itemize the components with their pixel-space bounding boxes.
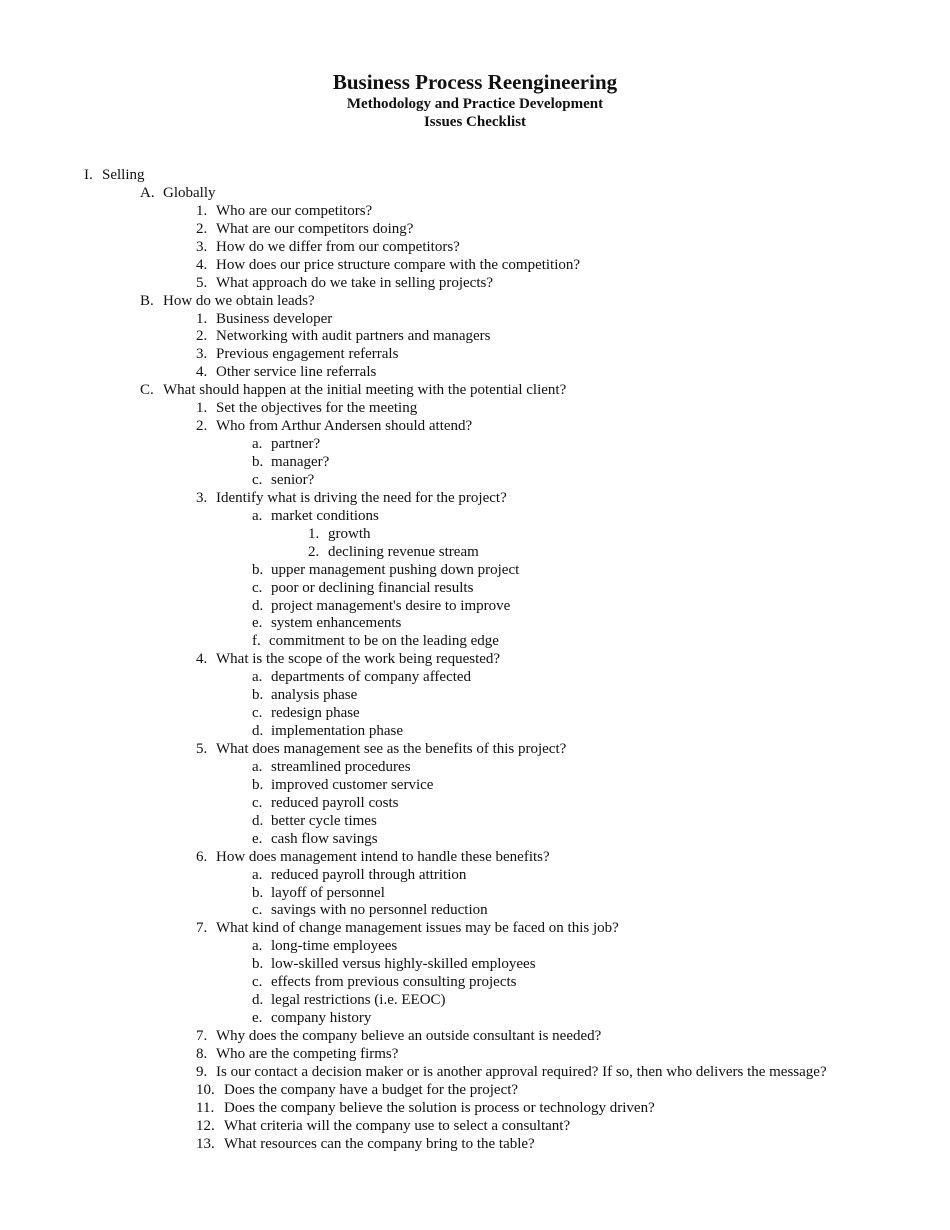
outline-text: company history — [271, 1010, 372, 1027]
outline-item — [0, 651, 950, 669]
outline-text: Set the objectives for the meeting — [216, 400, 418, 417]
document-subtitle-checklist: Issues Checklist — [423, 114, 527, 130]
outline-text: better cycle times — [271, 812, 377, 829]
outline-item — [0, 1136, 950, 1154]
outline-text: cash flow savings — [271, 830, 378, 847]
outline-item — [0, 275, 950, 293]
issues-outline — [0, 167, 950, 1154]
outline-item — [0, 1028, 950, 1046]
outline-item — [0, 956, 950, 974]
outline-text: Networking with audit partners and managers — [216, 328, 491, 345]
outline-text: What kind of change management issues may be faced on this job? — [216, 920, 619, 937]
outline-marker: 6. — [196, 848, 208, 865]
outline-item — [0, 867, 950, 885]
outline-text: savings with no personnel reduction — [271, 902, 488, 919]
outline-marker: 13. — [196, 1135, 215, 1152]
outline-text: Other service line referrals — [216, 364, 377, 381]
outline-item — [0, 813, 950, 831]
outline-item — [0, 633, 950, 651]
outline-marker: c. — [252, 794, 263, 811]
outline-marker: c. — [252, 471, 263, 488]
outline-text: reduced payroll costs — [271, 794, 399, 811]
outline-item — [0, 920, 950, 938]
outline-item — [0, 598, 950, 616]
outline-item — [0, 526, 950, 544]
outline-item — [0, 580, 950, 598]
outline-marker: 7. — [196, 1028, 208, 1044]
outline-item — [0, 777, 950, 795]
outline-marker: b. — [252, 956, 264, 973]
outline-text: project management's desire to improve — [271, 597, 511, 614]
outline-item — [0, 544, 950, 562]
outline-item — [0, 1100, 950, 1118]
outline-marker: B. — [140, 292, 154, 309]
outline-text: What is the scope of the work being requested? — [216, 651, 501, 668]
outline-text: Identify what is driving the need for the project? — [216, 489, 507, 506]
outline-marker: a. — [252, 507, 263, 524]
outline-marker: b. — [252, 561, 264, 578]
outline-item — [0, 687, 950, 705]
outline-text: manager? — [271, 454, 330, 470]
outline-marker: 2. — [308, 543, 320, 560]
outline-marker: 10. — [196, 1081, 215, 1098]
outline-marker: 12. — [196, 1117, 215, 1134]
outline-text: Who from Arthur Andersen should attend? — [216, 418, 473, 435]
outline-item — [0, 938, 950, 956]
outline-marker: d. — [252, 812, 264, 829]
outline-item — [0, 167, 950, 185]
outline-item — [0, 849, 950, 867]
outline-marker: 5. — [196, 741, 208, 757]
outline-item — [0, 221, 950, 239]
outline-marker: 3. — [196, 346, 208, 363]
outline-text: commitment to be on the leading edge — [269, 633, 499, 650]
outline-item — [0, 382, 950, 400]
outline-text: poor or declining financial results — [271, 579, 474, 596]
outline-text: What approach do we take in selling projects? — [216, 274, 493, 291]
outline-item — [0, 1010, 950, 1028]
outline-marker: 4. — [196, 651, 208, 668]
outline-text: Business developer — [216, 310, 333, 327]
outline-item — [0, 490, 950, 508]
outline-text: low-skilled versus highly-skilled employees — [271, 956, 536, 973]
outline-marker: 1. — [196, 400, 208, 417]
outline-text: senior? — [271, 471, 315, 488]
outline-item — [0, 795, 950, 813]
outline-item — [0, 203, 950, 221]
outline-marker: e. — [252, 615, 263, 632]
outline-marker: I. — [84, 167, 93, 183]
outline-item — [0, 1046, 950, 1064]
outline-marker: b. — [252, 454, 264, 470]
outline-item — [0, 311, 950, 329]
outline-text: Is our contact a decision maker or is another approval required? If so, then who delivers the message? — [216, 1063, 827, 1080]
outline-marker: b. — [252, 687, 264, 704]
outline-marker: 2. — [196, 220, 208, 237]
outline-marker: 3. — [196, 489, 208, 506]
outline-marker: 1. — [196, 202, 208, 219]
outline-text: legal restrictions (i.e. EEOC) — [271, 992, 446, 1009]
outline-item — [0, 418, 950, 436]
outline-text: streamlined procedures — [271, 758, 411, 775]
outline-text: How do we obtain leads? — [163, 292, 315, 309]
outline-marker: A. — [140, 184, 155, 201]
outline-item — [0, 185, 950, 203]
outline-item — [0, 257, 950, 275]
outline-item — [0, 1064, 950, 1082]
outline-marker: 4. — [196, 256, 208, 273]
outline-marker: e. — [252, 1010, 263, 1027]
outline-text: Previous engagement referrals — [216, 346, 399, 363]
outline-marker: a. — [252, 669, 263, 686]
outline-item — [0, 328, 950, 346]
outline-marker: 7. — [196, 920, 208, 937]
outline-marker: b. — [252, 776, 264, 793]
outline-item — [0, 723, 950, 741]
outline-item — [0, 669, 950, 687]
outline-item — [0, 1118, 950, 1136]
outline-marker: 1. — [308, 525, 320, 542]
outline-item — [0, 400, 950, 418]
outline-text: partner? — [271, 436, 321, 453]
outline-marker: c. — [252, 579, 263, 596]
outline-text: analysis phase — [271, 687, 358, 704]
outline-marker: b. — [252, 884, 264, 901]
outline-item — [0, 741, 950, 759]
outline-text: market conditions — [271, 507, 379, 524]
outline-text: Globally — [163, 184, 216, 201]
outline-text: upper management pushing down project — [271, 561, 520, 578]
outline-item — [0, 705, 950, 723]
outline-item — [0, 472, 950, 490]
outline-item — [0, 759, 950, 777]
outline-text: Why does the company believe an outside consultant is needed? — [216, 1028, 602, 1044]
outline-text: What should happen at the initial meeting with the potential client? — [163, 382, 567, 399]
outline-item — [0, 615, 950, 633]
outline-marker: 4. — [196, 364, 208, 381]
outline-marker: C. — [140, 382, 154, 399]
outline-item — [0, 293, 950, 311]
outline-marker: 3. — [196, 238, 208, 255]
outline-text: system enhancements — [271, 615, 402, 632]
outline-marker: d. — [252, 597, 264, 614]
document-title: Business Process Reengineering — [332, 70, 618, 94]
outline-marker: a. — [252, 938, 263, 955]
outline-marker: d. — [252, 723, 264, 740]
outline-item — [0, 454, 950, 472]
outline-item — [0, 508, 950, 526]
outline-text: departments of company affected — [271, 669, 472, 686]
outline-text: reduced payroll through attrition — [271, 866, 467, 883]
outline-marker: c. — [252, 902, 263, 919]
outline-text: Who are our competitors? — [216, 202, 373, 219]
outline-text: What criteria will the company use to select a consultant? — [224, 1117, 571, 1134]
outline-item — [0, 831, 950, 849]
outline-text: Does the company have a budget for the project? — [224, 1081, 519, 1098]
outline-item — [0, 562, 950, 580]
outline-marker: a. — [252, 866, 263, 883]
outline-item — [0, 436, 950, 454]
outline-marker: a. — [252, 758, 263, 775]
outline-text: How do we differ from our competitors? — [216, 238, 460, 255]
outline-item — [0, 992, 950, 1010]
outline-marker: 2. — [196, 328, 208, 345]
outline-text: Does the company believe the solution is process or technology driven? — [224, 1099, 655, 1116]
outline-marker: c. — [252, 705, 263, 722]
outline-text: growth — [328, 525, 371, 542]
outline-marker: 2. — [196, 418, 208, 435]
outline-text: declining revenue stream — [328, 543, 479, 560]
outline-marker: 9. — [196, 1063, 208, 1080]
outline-text: How does our price structure compare with the competition? — [216, 256, 581, 273]
outline-marker: 5. — [196, 274, 208, 291]
outline-item — [0, 885, 950, 903]
outline-item — [0, 239, 950, 257]
outline-marker: 11. — [196, 1099, 215, 1116]
outline-text: redesign phase — [271, 705, 360, 722]
outline-marker: c. — [252, 974, 263, 991]
outline-marker: 1. — [196, 310, 208, 327]
outline-text: Selling — [102, 167, 145, 183]
outline-marker: d. — [252, 992, 264, 1009]
outline-marker: e. — [252, 830, 263, 847]
outline-text: effects from previous consulting projects — [271, 974, 517, 991]
outline-item — [0, 902, 950, 920]
outline-text: long-time employees — [271, 938, 398, 955]
outline-text: layoff of personnel — [271, 884, 385, 901]
outline-text: What are our competitors doing? — [216, 220, 414, 237]
outline-marker: f. — [252, 633, 261, 650]
document-subtitle: Methodology and Practice Development — [346, 96, 604, 112]
outline-marker: a. — [252, 436, 263, 453]
outline-item — [0, 974, 950, 992]
outline-item — [0, 1082, 950, 1100]
outline-marker: 8. — [196, 1045, 208, 1062]
outline-text: How does management intend to handle these benefits? — [216, 848, 550, 865]
outline-item — [0, 364, 950, 382]
outline-item — [0, 346, 950, 364]
outline-text: Who are the competing firms? — [216, 1045, 399, 1062]
outline-text: What resources can the company bring to the table? — [224, 1135, 535, 1152]
outline-text: What does management see as the benefits of this project? — [216, 741, 567, 757]
outline-text: improved customer service — [271, 776, 434, 793]
outline-text: implementation phase — [271, 723, 404, 740]
